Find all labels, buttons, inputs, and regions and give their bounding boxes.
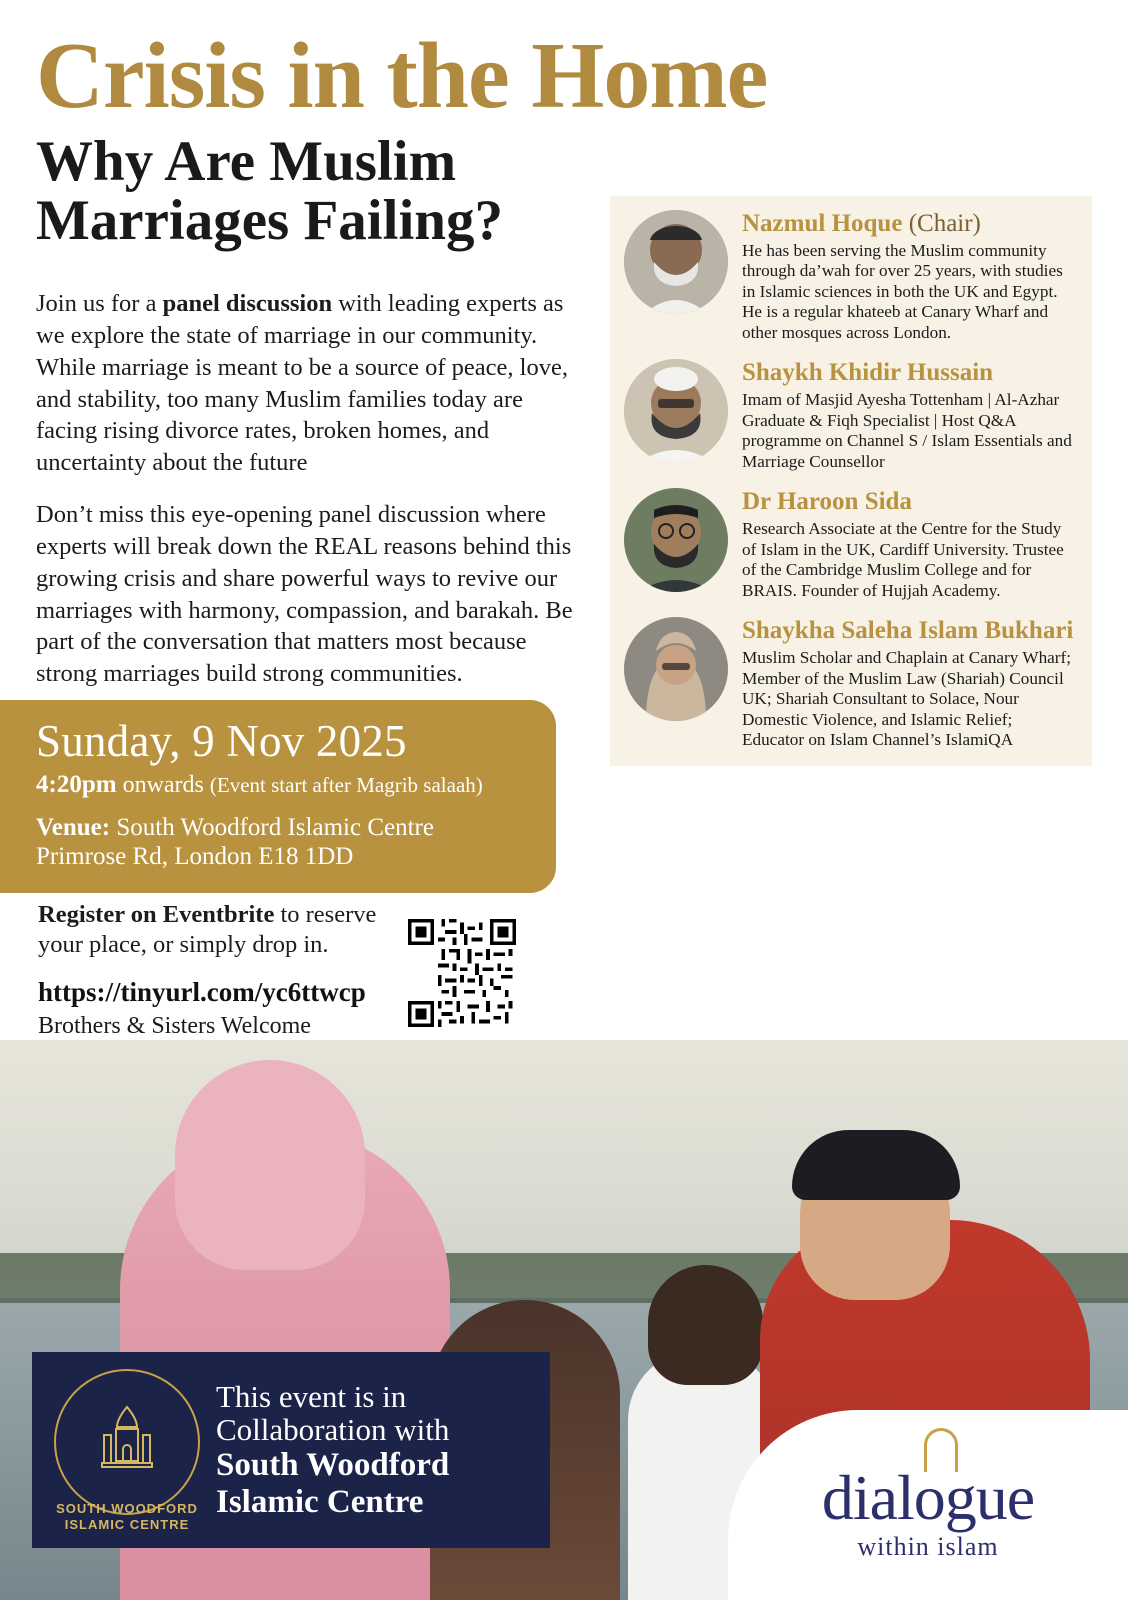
- event-details-card: [0, 700, 556, 893]
- mosque-icon: [98, 1405, 156, 1477]
- register-rest: to reserve your place, or simply drop in.: [38, 901, 377, 959]
- speaker-photo-saleha-islam-bukhari: [624, 617, 728, 721]
- event-time: [36, 771, 526, 799]
- collab-line4: Islamic Centre: [216, 1484, 424, 1521]
- event-time-note: (Event start after Magrib salaah): [209, 773, 483, 798]
- page-subtitle-line2: Marriages Failing?: [36, 189, 503, 253]
- figure-woman-hijab: [175, 1060, 365, 1270]
- register-bold: Register on Eventbrite: [38, 901, 275, 928]
- swic-caption-line2: ISLAMIC CENTRE: [64, 1516, 190, 1532]
- speaker-bio: Research Associate at the Centre for the Study of Islam in the UK, Cardiff University. Trustee of the Cambridge Muslim College and for BRAIS. Founder of Hujjah Academy.: [742, 519, 1064, 600]
- intro-p1-pre: Join us for a: [36, 290, 163, 317]
- event-time-rest: onwards: [116, 772, 210, 799]
- page-title: Crisis in the Home: [36, 24, 768, 128]
- speaker-info: [742, 210, 1078, 343]
- speaker-name-text: Shaykha Saleha Islam Bukhari: [742, 617, 1074, 645]
- venue-address: Primrose Rd, London E18 1DD: [36, 843, 354, 871]
- speaker-info: [742, 359, 1078, 472]
- speaker-name-text: Dr Haroon Sida: [742, 488, 912, 516]
- register-instruction: [38, 900, 398, 961]
- avatar: [624, 210, 728, 314]
- collaboration-badge: [32, 1352, 550, 1548]
- figure-boy-head: [648, 1265, 763, 1385]
- qr-code[interactable]: [400, 912, 524, 1034]
- speaker-info: [742, 617, 1078, 750]
- speaker-card: [624, 488, 1078, 601]
- avatar: [624, 617, 728, 721]
- speaker-name: [742, 210, 1078, 237]
- speaker-name: [742, 617, 1078, 644]
- registration-block: [38, 900, 398, 1040]
- speaker-card: [624, 359, 1078, 472]
- intro-paragraph-2: Don’t miss this eye-opening panel discussion where experts will break down the REAL reasons behind this growing crisis and share powerful ways to revive our marriages with harmony, compassion, and barakah. Be part of the conversation that matters most because strong marriages build strong communities.: [36, 501, 573, 688]
- figure-man-cap: [792, 1130, 960, 1200]
- register-welcome-note: Brothers & Sisters Welcome: [38, 1012, 311, 1039]
- event-venue: [36, 813, 526, 871]
- speaker-role: (Chair): [902, 210, 981, 237]
- speaker-card: [624, 617, 1078, 750]
- speaker-photo-haroon-sida: [624, 488, 728, 592]
- collab-line3: South Woodford: [216, 1446, 450, 1483]
- collab-line2: Collaboration with: [216, 1411, 450, 1447]
- collaboration-text: [208, 1380, 449, 1521]
- speaker-bio: Muslim Scholar and Chaplain at Canary Wharf; Member of the Muslim Law (Shariah) Council UK; Shariah Consultant to Solace, Nour Domestic Violence, and Islamic Relief; Educator on Islam Channel’s IslamiQA: [742, 648, 1072, 749]
- speaker-photo-khidir-hussain: [624, 359, 728, 463]
- swic-logo: [46, 1365, 208, 1535]
- swic-logo-caption: [46, 1501, 208, 1534]
- speaker-info: [742, 488, 1078, 601]
- dialogue-logo: [728, 1410, 1128, 1600]
- speaker-bio: He has been serving the Muslim community through da’wah for over 25 years, with studies in Islamic sciences in both the UK and Egypt. He is a regular khateeb at Canary Wharf and other mosques across London.: [742, 241, 1063, 342]
- brand-name: dialogue: [821, 1462, 1035, 1533]
- intro-p1-post: with leading experts as we explore the state of marriage in our community. While marriage is meant to be a source of peace, love, and stability, too many Muslim families today are facing rising divorce rates, broken homes, and uncertainty about the future: [36, 290, 568, 477]
- intro-p1-bold: panel discussion: [162, 290, 333, 317]
- intro-paragraph-1: [36, 288, 576, 479]
- speaker-name-text: Nazmul Hoque: [742, 210, 903, 237]
- venue-name: South Woodford Islamic Centre: [110, 814, 434, 842]
- speaker-photo-nazmul-hoque: [624, 210, 728, 314]
- venue-label: Venue:: [36, 814, 111, 842]
- speaker-name: [742, 488, 1078, 515]
- qr-code-image: [407, 919, 517, 1027]
- speaker-bio: Imam of Masjid Ayesha Tottenham | Al-Azhar Graduate & Fiqh Specialist | Host Q&A programme on Channel S / Islam Essentials and Marriage Counsellor: [742, 390, 1072, 471]
- swic-caption-line1: SOUTH WOODFORD: [56, 1500, 198, 1516]
- event-time-value: 4:20pm: [36, 771, 117, 799]
- brand-tagline: within islam: [857, 1532, 999, 1561]
- page-subtitle-line1: Why Are Muslim: [36, 130, 457, 194]
- avatar: [624, 488, 728, 592]
- speaker-name: [742, 359, 1078, 386]
- avatar: [624, 359, 728, 463]
- register-url[interactable]: https://tinyurl.com/yc6ttwcp: [38, 976, 366, 1007]
- intro-copy: [36, 288, 576, 710]
- speakers-panel: [610, 196, 1092, 766]
- page-subtitle: [36, 132, 596, 251]
- collab-line1: This event is in: [216, 1378, 407, 1414]
- arch-icon: [924, 1428, 958, 1472]
- speaker-name-text: Shaykh Khidir Hussain: [742, 359, 994, 387]
- event-date: Sunday, 9 Nov 2025: [36, 716, 407, 766]
- speaker-card: [624, 210, 1078, 343]
